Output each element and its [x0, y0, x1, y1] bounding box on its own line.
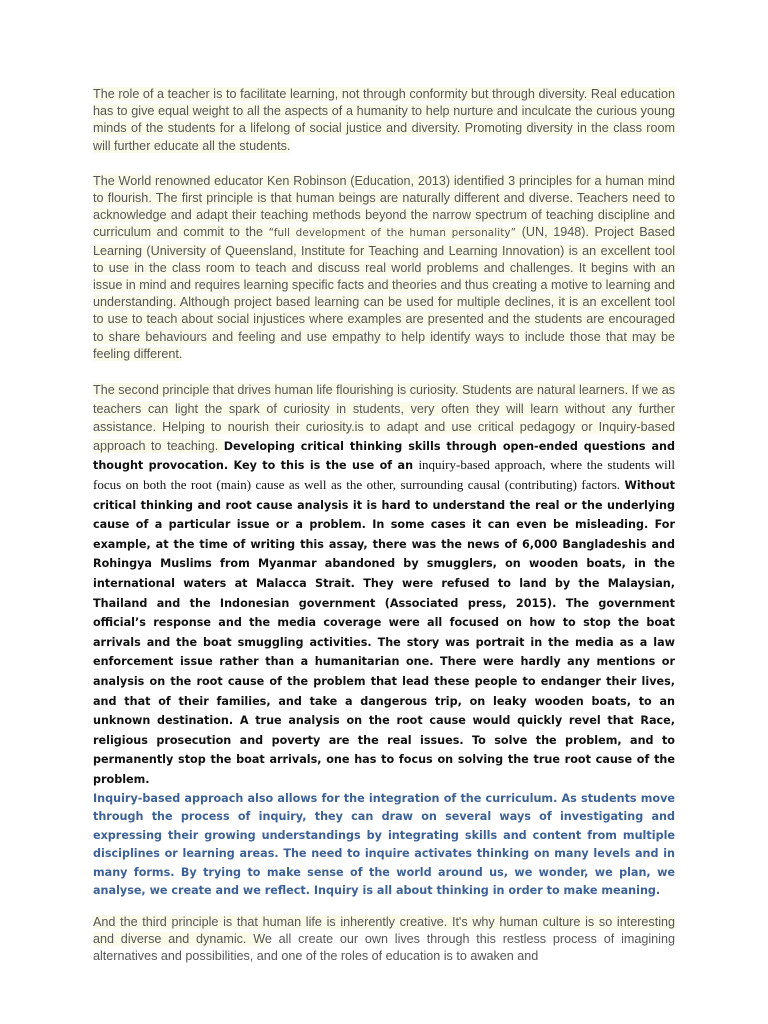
paragraph-role-of-teacher — [93, 86, 675, 155]
root-cause-bold-text: Without critical thinking and root cause analysis it is hard to understand the real or the underlying cause of a particular issue or a problem. In some cases it can even be misleading. For example, at the time of writing this assay, there was the news of 6,000 Bangladeshis and Rohingya Muslims from Myanmar abandoned by smugglers, on wooden boats, in the international waters at Malacca Strait. They were refused to land by the Malaysian, Thailand and the Indonesian government (Associated press, 2015). The government official’s response and the media coverage were all focused on how to stop the boat arrivals and the boat smuggling activities. The story was portrait in the media as a law enforcement issue rather than a humanitarian one. There were hardly any mentions or analysis on the root cause of the problem that lead these people to endanger their lives, and that of their families, and take a dangerous trip, on leaky wooden boats, to an unknown destination. A true analysis on the root cause would quickly revel that Race, religious prosecution and poverty are the real issues. To solve the problem, and to permanently stop the boat arrivals, one has to focus on solving the true root cause of the problem. — [93, 479, 675, 786]
un-quote: “full development of the human personality” — [268, 227, 517, 240]
creativity-text-part-b: e all create our own lives through this restless process of imagining alternatives and possibilities, and one of the roles of education is to awaken and — [93, 932, 675, 964]
critical-thinking-bold-text: Developing critical thinking skills through open-ended questions and thought provocation. Key to this is the use of an — [93, 439, 675, 473]
document-page — [93, 86, 675, 966]
paragraph-first-principle — [93, 173, 675, 363]
creativity-text-part-a: And the third principle is that human life is inherently creative. It's why human culture is so interesting and diverse and dynamic. W — [93, 915, 675, 947]
paragraph-second-principle — [93, 381, 675, 789]
paragraph-inquiry-integration: Inquiry-based approach also allows for the integration of the curriculum. As students move through the process of inquiry, they can draw on several ways of investigating and expressing their growing understandings by integrating skills and content from multiple disciplines or learning areas. The need to inquire activates thinking on many levels and in many forms. By trying to make sense of the world around us, we wonder, we plan, we analyse, we create and we reflect. Inquiry is all about thinking in order to make meaning. — [93, 791, 675, 898]
inquiry-approach-text: inquiry-based approach, where the students will focus on both the root (main) cause as well as the other, surrounding causal (contributing) factors. — [93, 457, 675, 493]
curiosity-intro-text: The second principle that drives human life flourishing is curiosity. Students are natural learners. If we as teachers can light the spark of curiosity in students, very often they will learn without any further assistance. Helping to nourish their curiosity.is to adapt and use critical pedagogy or Inquiry-based approach to teaching. — [93, 383, 675, 453]
paragraph-text-part-b: (UN, 1948). Project Based Learning (University of Queensland, Institute for Teaching and Learning Innovation) is an excellent tool to use in the class room to teach and discuss real world problems and challenges. It begins with an issue in mind and requires learning specific facts and theories and thus creating a motive to learning and understanding. Although project based learning can be used for multiple declines, it is an excellent tool to use to teach about social injustices where examples are presented and the students are encouraged to share behaviours and feeling and use empathy to help identify ways to include those that may be feeling different. — [93, 225, 675, 361]
paragraph-text-part-a: The World renowned educator Ken Robinson (Education, 2013) identified 3 principles for a human mind to flourish. The first principle is that human beings are naturally different and diverse. Teachers need to acknowledge and adapt their teaching methods beyond the narrow spectrum of teaching discipline and curriculum and commit to the — [93, 173, 675, 240]
paragraph-text: The role of a teacher is to facilitate learning, not through conformity but through diversity. Real education has to give equal weight to all the aspects of a humanity to help nurture and inculcate the curious young minds of the students for a lifelong of social justice and diversity. Promoting diversity in the class room will further educate all the students. — [93, 87, 675, 153]
paragraph-third-principle — [93, 914, 675, 966]
